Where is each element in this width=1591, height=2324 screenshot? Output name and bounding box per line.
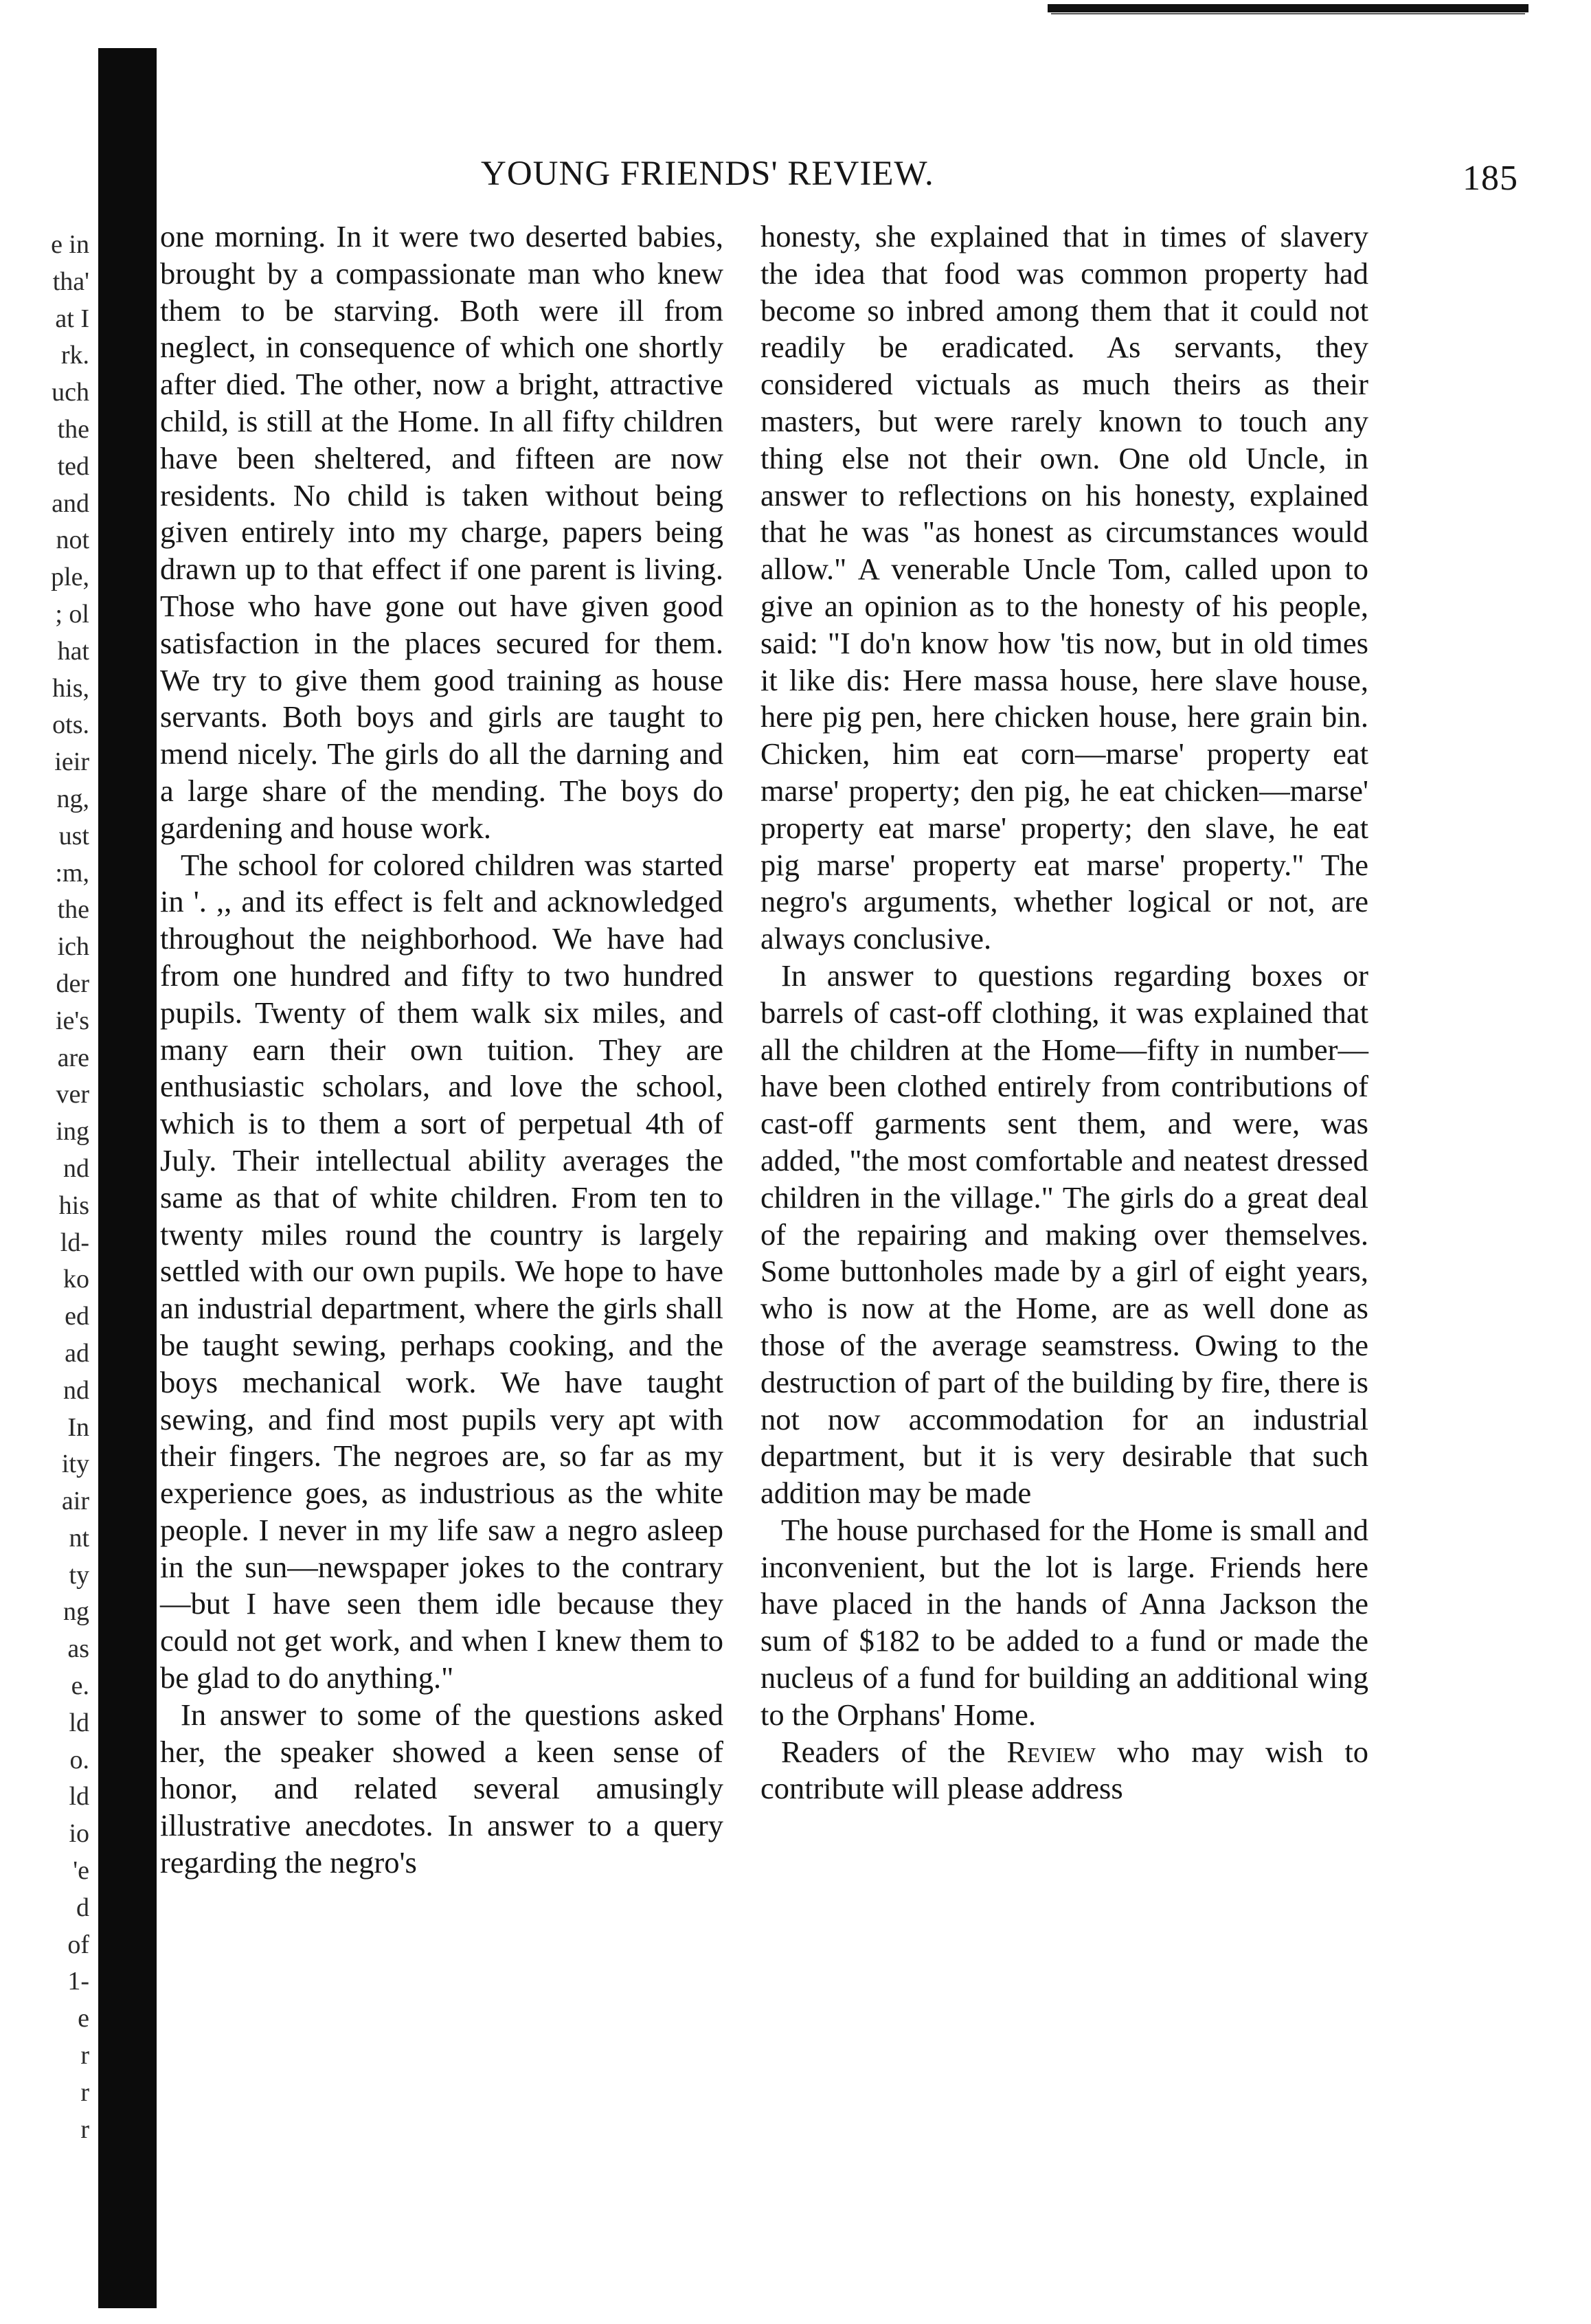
gutter-fragment: der	[56, 969, 89, 998]
gutter-fragment: e	[78, 2004, 89, 2033]
gutter-fragment: of	[67, 1930, 89, 1959]
gutter-fragment: 'e	[73, 1856, 89, 1886]
gutter-fragment: ots.	[52, 710, 89, 740]
gutter-fragment: o.	[69, 1745, 89, 1774]
gutter-fragment: air	[61, 1487, 89, 1516]
gutter-fragment: ich	[57, 932, 89, 962]
gutter-fragment: his	[58, 1191, 89, 1220]
gutter-fragment: nd	[63, 1375, 89, 1405]
gutter-fragment: ng	[63, 1597, 89, 1627]
gutter-fragment: e.	[71, 1671, 89, 1701]
gutter-fragment: ng,	[56, 784, 89, 813]
gutter-fragment: ad	[65, 1338, 89, 1368]
gutter-fragment: are	[57, 1043, 89, 1072]
gutter-fragment: his,	[52, 673, 89, 703]
gutter-fragment: hat	[57, 636, 89, 666]
gutter-fragment: e in	[51, 230, 89, 259]
gutter-fragment: ity	[61, 1449, 89, 1479]
gutter-fragment: ust	[58, 821, 89, 850]
gutter-fragment: r	[80, 2041, 89, 2071]
gutter-fragment: nd	[63, 1153, 89, 1183]
gutter-fragment: ld	[69, 1708, 89, 1737]
gutter-fragment: ing	[56, 1117, 89, 1147]
running-title: YOUNG FRIENDS' REVIEW.	[481, 155, 934, 193]
gutter-fragment: not	[56, 526, 89, 555]
left-column	[160, 218, 723, 1882]
paragraph: In answer to some of the questions asked her, the speaker showed a keen sense of honor, and related several amusingly illustrative anecdotes. In answer to a query regarding the negro's	[160, 1697, 723, 1880]
paragraph: In answer to questions regarding boxes or barrels of cast-off clothing, it was explained that all the children at the Home—fifty in number—have been clothed entirely from contributions of cast-off garments sent them, and were, was added, "the most comfortable and neatest dressed children in the village." The girls do a great deal of the repairing and making over themselves. Some buttonholes made by a girl of eight years, who is now at the Home, are as well done as those of the average seamstress. Owing to the destruction of part of the building by fire, there is not now accommodation for an industrial department, but it is very desirable that such addition may be made	[760, 958, 1368, 1511]
gutter-fragment: ted	[57, 451, 89, 481]
gutter-fragment: the	[57, 895, 89, 925]
gutter-fragment: nt	[69, 1523, 89, 1553]
gutter-fragment: ed	[65, 1302, 89, 1331]
gutter-fragment: the	[57, 414, 89, 444]
paragraph: one morning. In it were two deserted babies, brought by a compassionate man who knew them to be starving. Both were ill from neglect, in consequence of which one shortly after died. The other, now a bright, attractive child, is still at the Home. In all fifty children have been sheltered, and fifteen are now residents. No child is taken without being given entirely into my charge, papers being drawn up to that effect if one parent is living. Those who have gone out have given good satisfaction in the places secured for them. We try to give them good training as house servants. Both boys and girls are taught to mend nicely. The girls do all the darning and a large share of the mending. The boys do gardening and house work.	[160, 219, 723, 845]
gutter-fragment: :m,	[55, 858, 89, 888]
gutter-fragment: as	[67, 1634, 89, 1664]
gutter-fragment: and	[52, 488, 89, 518]
gutter-fragment: r	[80, 2077, 89, 2107]
paragraph-text: who may wish to contribute will please address	[760, 1734, 1368, 1806]
paragraph: The house purchased for the Home is small and inconvenient, but the lot is large. Friends here have placed in the hands of Anna Jackson the sum of $182 to be added to a fund or made the nucleus of a fund for building an additional wing to the Orphans' Home.	[760, 1512, 1368, 1732]
gutter-fragment: In	[67, 1412, 89, 1442]
right-column	[760, 218, 1368, 1807]
gutter-fragment: ver	[56, 1080, 89, 1109]
top-rule	[1048, 4, 1528, 12]
gutter-fragment: ; ol	[55, 599, 89, 629]
gutter-fragment: ld	[69, 1782, 89, 1812]
paragraph: honesty, she explained that in times of slavery the idea that food was common property had become so inbred among them that it could not readily be eradicated. As servants, they considered victuals as much theirs as their masters, but were rarely known to touch any thing else not their own. One old Uncle, in answer to reflections on his honesty, explained that he was "as honest as circumstances would allow." A venerable Uncle Tom, called upon to give an opinion as to the honesty of his people, said: "I do'n know how 'tis now, but in old times it like dis: Here massa house, here slave house, here pig pen, here chicken house, here grain bin. Chicken, him eat corn—marse' property eat marse' property; den pig, he eat chicken—marse' property eat marse' property; den slave, he eat pig marse' property eat marse' property." The negro's arguments, whether logical or not, are always conclusive.	[760, 219, 1368, 956]
gutter-fragment: ple,	[51, 563, 89, 592]
top-rule-thin	[1051, 13, 1525, 14]
paragraph-text: Readers of the	[781, 1734, 1007, 1769]
gutter-fragment: rk.	[60, 341, 89, 370]
gutter-fragment: 1-	[67, 1967, 89, 1996]
gutter-fragment: uch	[52, 378, 89, 407]
gutter-fragment: ie's	[55, 1006, 89, 1035]
gutter-fragment: io	[69, 1819, 89, 1849]
page-number: 185	[1463, 159, 1518, 198]
gutter-fragment: r	[80, 2114, 89, 2144]
gutter-fragment: d	[76, 1893, 89, 1922]
gutter-fragment: ld-	[60, 1228, 89, 1257]
gutter-fragment: tha'	[52, 267, 89, 296]
review-title: Review	[1006, 1734, 1096, 1769]
gutter-fragment: at I	[55, 304, 89, 333]
facing-page-gutter-text	[0, 227, 89, 2148]
page-header	[481, 154, 1566, 202]
paragraph	[760, 1734, 1368, 1808]
gutter-fragment: ko	[63, 1265, 89, 1294]
gutter-fragment: ieir	[54, 747, 89, 777]
binding-shadow	[98, 48, 157, 2308]
paragraph: The school for colored children was started in '. ,, and its effect is felt and acknowledged throughout the neighborhood. We have had from one hundred and fifty to two hundred pupils. Twenty of them walk six miles, and many earn their own tuition. They are enthusiastic scholars, and love the school, which is to them a sort of perpetual 4th of July. Their intellectual ability averages the same as that of white children. From ten to twenty miles round the country is largely settled with our own pupils. We hope to have an industrial department, where the girls shall be taught sewing, perhaps cooking, and the boys mechanical work. We have taught sewing, and find most pupils very apt with their fingers. The negroes are, so far as my experience goes, as industrious as the white people. I never in my life saw a negro asleep in the sun—newspaper jokes to the contrary—but I have seen them idle because they could not get work, and when I knew them to be glad to do anything."	[160, 847, 723, 1695]
gutter-fragment: ty	[69, 1560, 89, 1590]
